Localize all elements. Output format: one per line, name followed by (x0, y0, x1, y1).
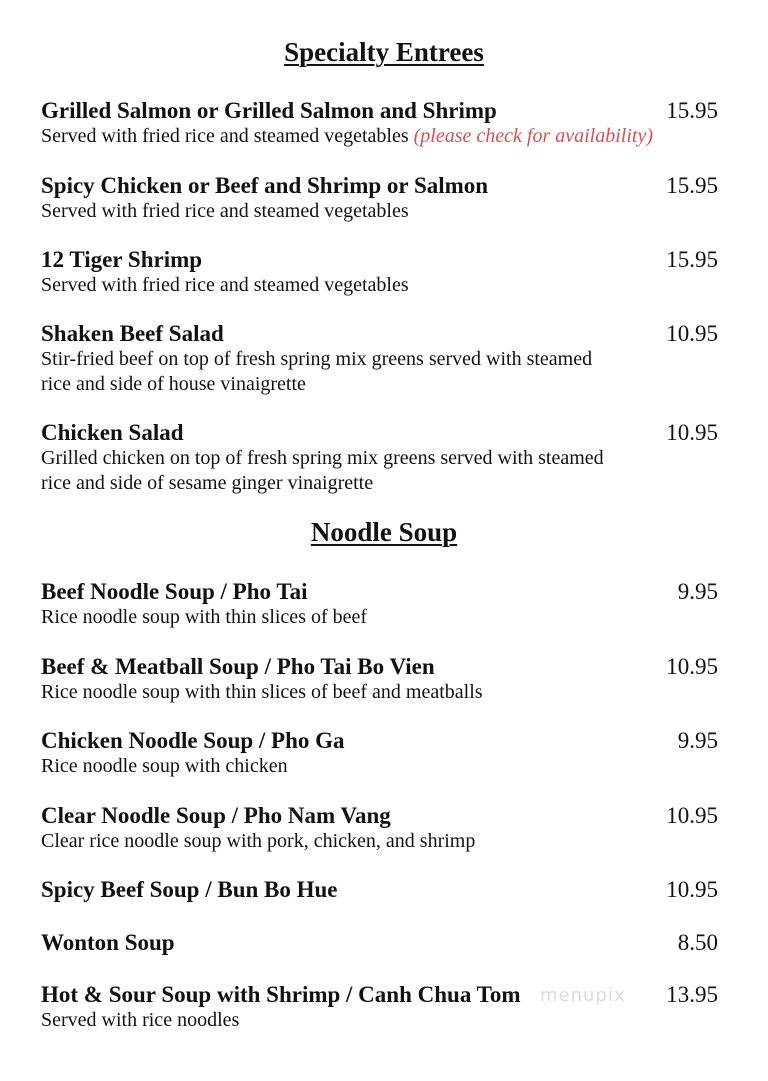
item-name: Clear Noodle Soup / Pho Nam Vang (41, 803, 391, 828)
item-price: 15.95 (666, 247, 718, 272)
item-price: 9.95 (677, 728, 718, 753)
item-name: Beef Noodle Soup / Pho Tai (41, 579, 308, 604)
availability-note: (please check for availability) (413, 125, 653, 147)
menu-item (41, 877, 731, 903)
menu-item (41, 579, 731, 630)
item-description-line: Stir-fried beef on top of fresh spring mix greens served with steamed (41, 348, 593, 370)
menu-item (41, 803, 731, 854)
item-description: Served with fried rice and steamed vegetables (41, 125, 409, 147)
item-name: 12 Tiger Shrimp (41, 247, 203, 272)
menu-item (41, 654, 731, 705)
item-name: Wonton Soup (41, 930, 175, 955)
item-price: 10.95 (666, 803, 718, 828)
item-description: Clear rice noodle soup with pork, chicken, and shrimp (41, 830, 476, 852)
menu-item (41, 982, 731, 1033)
item-name: Chicken Salad (41, 420, 184, 445)
watermark: menupix (540, 985, 626, 1006)
item-description: Served with fried rice and steamed vegetables (41, 200, 409, 222)
item-description-line: rice and side of sesame ginger vinaigrette (41, 472, 374, 494)
item-name: Spicy Beef Soup / Bun Bo Hue (41, 877, 338, 902)
item-description-line: rice and side of house vinaigrette (41, 373, 306, 395)
item-price: 13.95 (666, 982, 718, 1007)
item-price: 8.50 (677, 930, 718, 955)
item-description: Rice noodle soup with chicken (41, 755, 288, 777)
menu-item (41, 247, 731, 298)
item-description: Rice noodle soup with thin slices of beef and meatballs (41, 681, 483, 703)
item-name: Chicken Noodle Soup / Pho Ga (41, 728, 345, 753)
menu-item (41, 173, 731, 224)
item-description: Served with fried rice and steamed vegetables (41, 274, 409, 296)
item-price: 10.95 (666, 321, 718, 346)
item-price: 15.95 (666, 173, 718, 198)
menu-item (41, 728, 731, 779)
item-price: 10.95 (666, 654, 718, 679)
item-name: Beef & Meatball Soup / Pho Tai Bo Vien (41, 654, 435, 679)
menu-item (41, 420, 731, 496)
menu-item (41, 98, 731, 149)
menu-item (41, 930, 731, 956)
item-description: Rice noodle soup with thin slices of beef (41, 606, 368, 628)
item-description: Served with rice noodles (41, 1009, 240, 1031)
item-description-line: Grilled chicken on top of fresh spring mix greens served with steamed (41, 447, 604, 469)
section-title-specialty: Specialty Entrees (284, 37, 484, 67)
menu-item (41, 321, 731, 397)
item-price: 10.95 (666, 420, 718, 445)
item-price: 9.95 (677, 579, 718, 604)
item-price: 10.95 (666, 877, 718, 902)
item-name: Spicy Chicken or Beef and Shrimp or Salmon (41, 173, 489, 198)
item-name: Shaken Beef Salad (41, 321, 224, 346)
item-name: Hot & Sour Soup with Shrimp / Canh Chua Tom (41, 982, 521, 1007)
section-title-noodle: Noodle Soup (310, 517, 458, 547)
item-name: Grilled Salmon or Grilled Salmon and Shrimp (41, 98, 497, 123)
item-price: 15.95 (666, 98, 718, 123)
